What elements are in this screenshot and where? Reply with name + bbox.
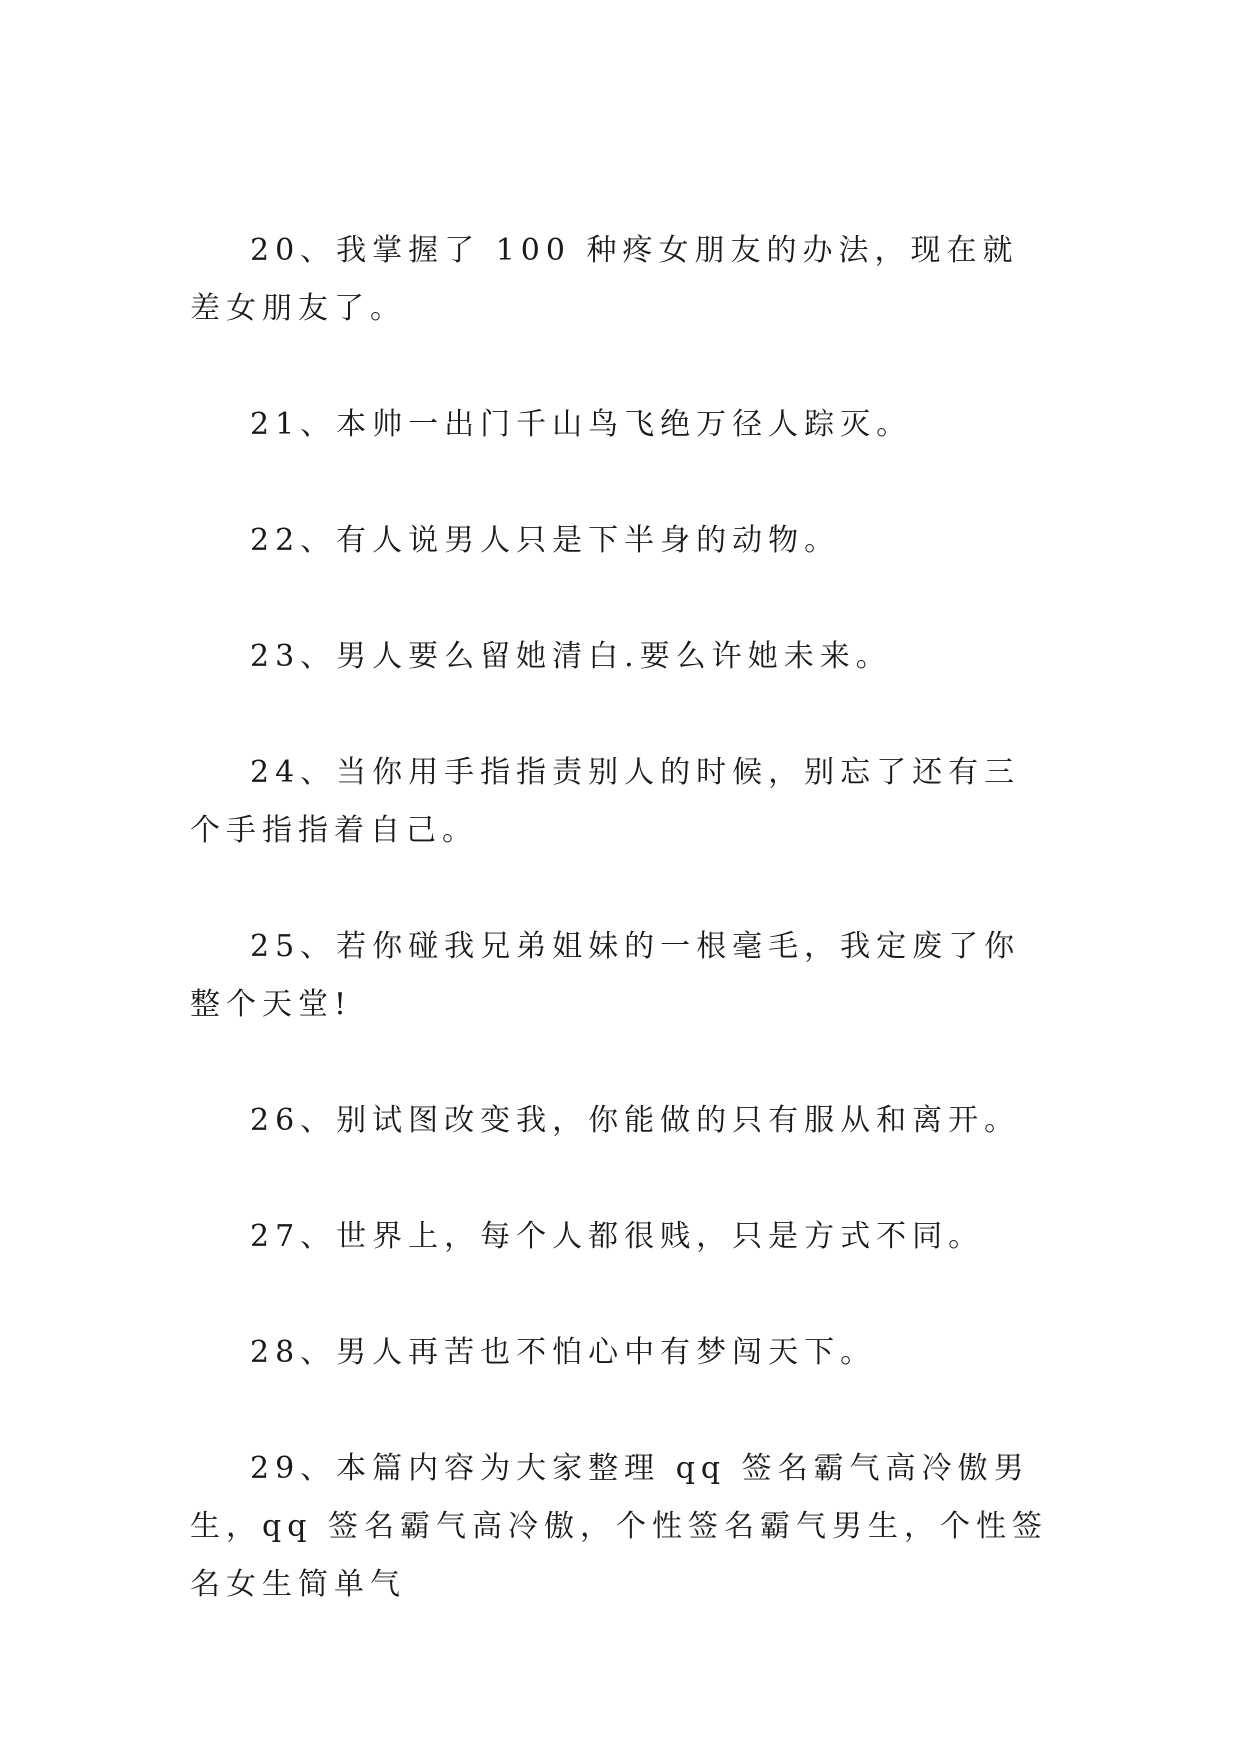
paragraph-24: 24、当你用手指指责别人的时候，别忘了还有三个手指指着自己。	[190, 755, 1021, 848]
paragraph-22: 22、有人说男人只是下半身的动物。	[250, 523, 841, 558]
paragraph-26: 26、别试图改变我，你能做的只有服从和离开。	[250, 1103, 1021, 1138]
paragraph-20: 20、我掌握了 100 种疼女朋友的办法，现在就差女朋友了。	[190, 233, 1019, 326]
document-body	[190, 222, 1050, 1614]
paragraph-29: 29、本篇内容为大家整理 qq 签名霸气高冷傲男生，qq 签名霸气高冷傲，个性签名霸气男生，个性签名女生简单气	[190, 1451, 1048, 1602]
paragraph-25: 25、若你碰我兄弟姐妹的一根毫毛，我定废了你整个天堂!	[190, 929, 1021, 1022]
paragraph-27: 27、世界上，每个人都很贱，只是方式不同。	[250, 1219, 985, 1254]
paragraph-28: 28、男人再苦也不怕心中有梦闯天下。	[250, 1335, 877, 1370]
paragraph-21: 21、本帅一出门千山鸟飞绝万径人踪灭。	[250, 407, 913, 442]
paragraph-23: 23、男人要么留她清白.要么许她未来。	[250, 639, 892, 674]
